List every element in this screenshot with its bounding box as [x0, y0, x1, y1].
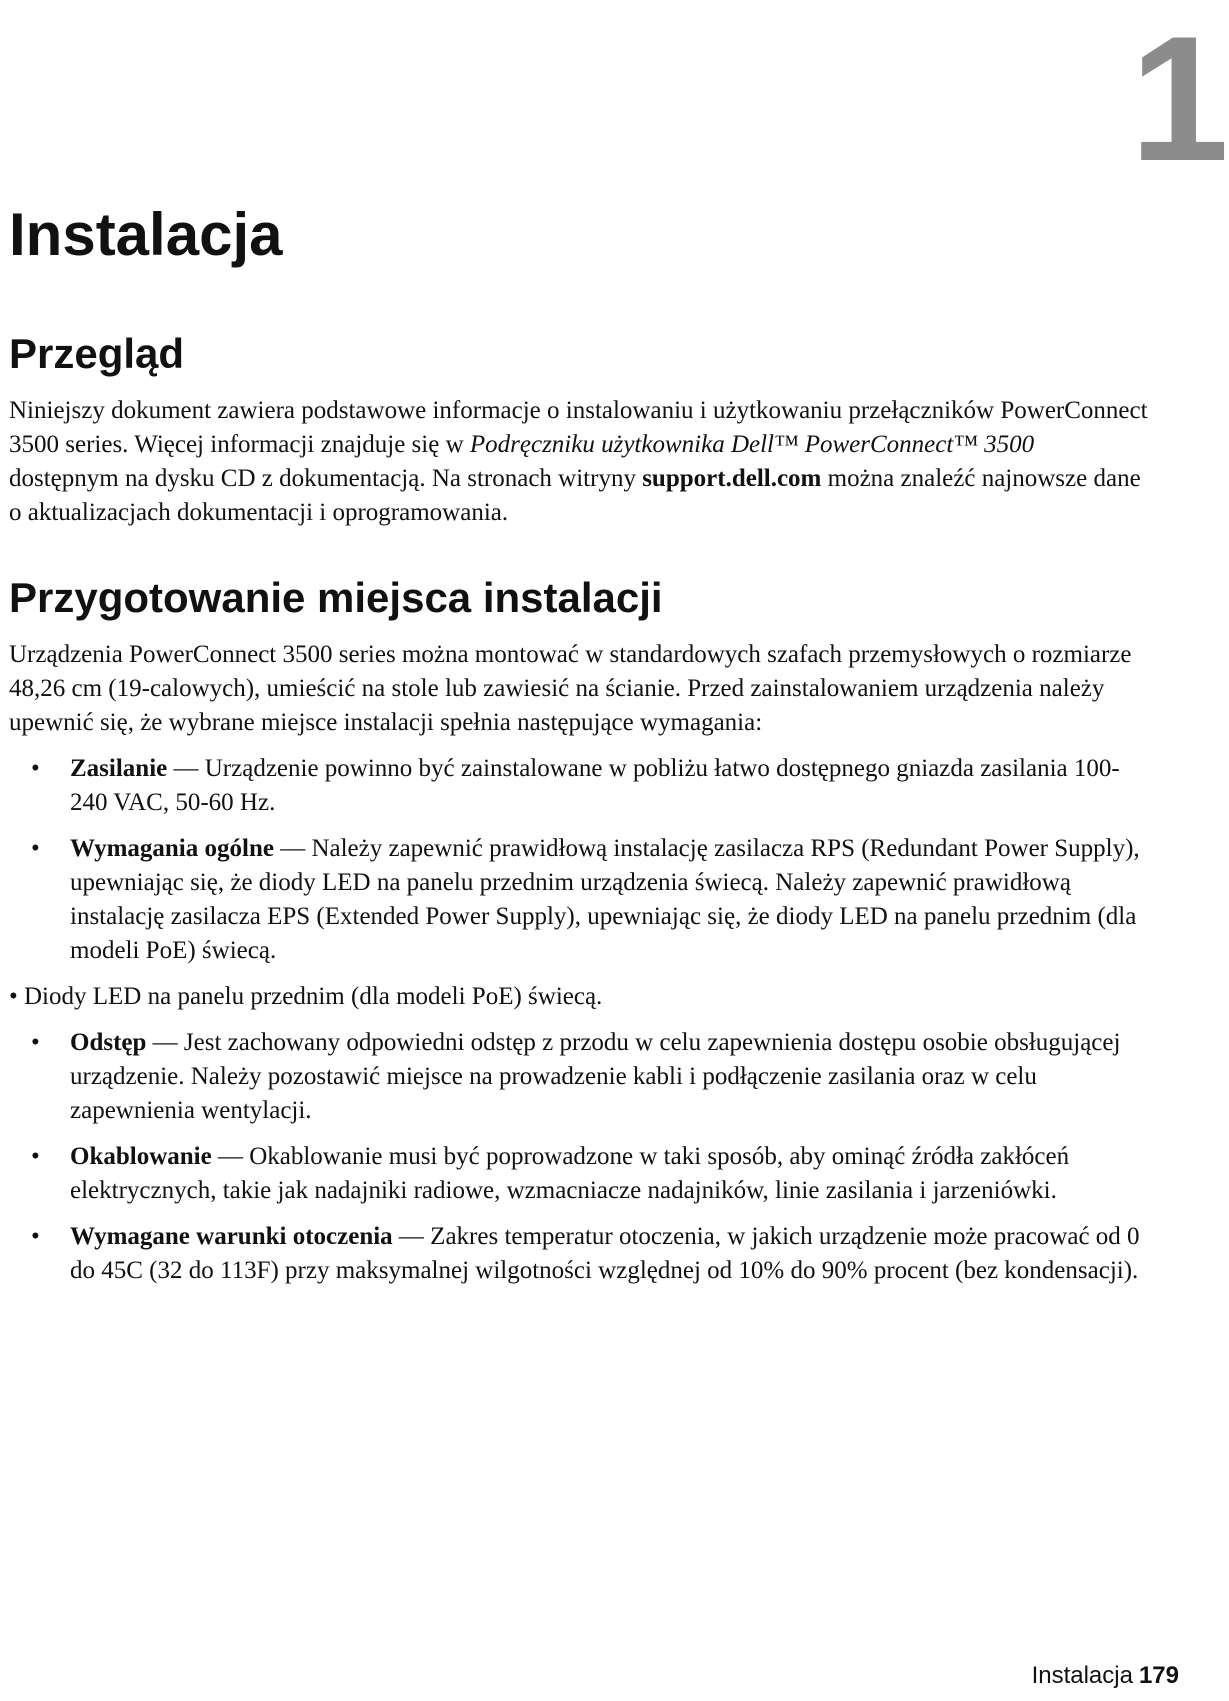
list-item-term: Okablowanie — [70, 1143, 212, 1170]
list-item-term: Wymagania ogólne — [70, 835, 274, 862]
list-item-text: — Urządzenie powinno być zainstalowane w pobliżu łatwo dostępnego gniazda zasilania 100-240 VAC, 50-60 Hz. — [70, 755, 1120, 816]
list-item-term: Odstęp — [70, 1029, 147, 1056]
list-item-term: Zasilanie — [70, 755, 168, 782]
bullet-icon: • — [31, 1223, 40, 1250]
support-site-link[interactable]: support.dell.com — [642, 465, 822, 492]
overview-text-2: dostępnym na dysku CD z dokumentacją. Na stronach witryny — [9, 465, 643, 492]
bullet-icon: • — [31, 835, 40, 862]
overview-heading: Przegląd — [9, 330, 185, 377]
footer-section: Instalacja — [1031, 1662, 1133, 1689]
list-item-plain: • Diody LED na panelu przednim (dla modeli PoE) świecą. — [9, 983, 603, 1010]
site-prep-intro: Urządzenia PowerConnect 3500 series można montować w standardowych szafach przemysłowych o rozmiarze 48,26 cm (19-calowych), umieścić na stole lub zawiesić na ścianie. Przed zainstalowaniem urządzenia należy upewnić się, że wybrane miejsce instalacji spełnia następujące wymagania: — [9, 641, 1132, 736]
list-item — [9, 752, 1149, 820]
page-title: Instalacja — [9, 201, 283, 268]
list-item-text: — Jest zachowany odpowiedni odstęp z przodu w celu zapewnienia dostępu osobie obsługującej urządzenie. Należy pozostawić miejsce na prowadzenie kabli i podłączenie zasilania oraz w celu zapewnienia wentylacji. — [70, 1029, 1121, 1124]
list-item-text: — Należy zapewnić prawidłową instalację zasilacza RPS (Redundant Power Supply), upewniając się, że diody LED na panelu przednim urządzenia świecą. Należy zapewnić prawidłową instalację zasilacza EPS (Extended Power Supply), upewniając się, że diody LED na panelu przednim (dla modeli PoE) świecą. — [70, 835, 1140, 964]
overview-text-1: Niniejszy dokument zawiera podstawowe informacje o instalowaniu i użytkowaniu przełączników PowerConnect 3500 series. Więcej informacji znajduje się w — [9, 397, 1148, 458]
chapter-number: 1 — [1130, 0, 1225, 198]
list-item — [9, 832, 1149, 968]
page-number: 179 — [1138, 1662, 1179, 1689]
page-footer — [1032, 1664, 1179, 1688]
overview-paragraph — [9, 394, 1149, 530]
list-item-text: — Zakres temperatur otoczenia, w jakich urządzenie może pracować od 0 do 45C (32 do 113F) przy maksymalnej wilgotności względnej od 10% do 90% procent (bez kondensacji). — [70, 1223, 1140, 1284]
guide-title: Podręczniku użytkownika Dell™ PowerConnect™ 3500 — [469, 431, 1035, 458]
site-prep-heading: Przygotowanie miejsca instalacji — [9, 574, 663, 621]
list-item — [9, 1140, 1149, 1208]
list-item — [9, 1026, 1149, 1128]
overview-text-3: można znaleźć najnowsze dane o aktualizacjach dokumentacji i oprogramowania. — [9, 465, 1141, 526]
bullet-icon: • — [31, 755, 40, 782]
list-item-term: Wymagane warunki otoczenia — [70, 1223, 393, 1250]
list-item-text: — Okablowanie musi być poprowadzone w taki sposób, aby ominąć źródła zakłóceń elektrycznych, takie jak nadajniki radiowe, wzmacniacze nadajników, linie zasilania i jarzeniówki. — [70, 1143, 1070, 1204]
requirements-list — [9, 752, 1149, 1300]
bullet-icon: • — [31, 1029, 40, 1056]
bullet-icon: • — [31, 1143, 40, 1170]
list-item — [9, 1220, 1149, 1288]
